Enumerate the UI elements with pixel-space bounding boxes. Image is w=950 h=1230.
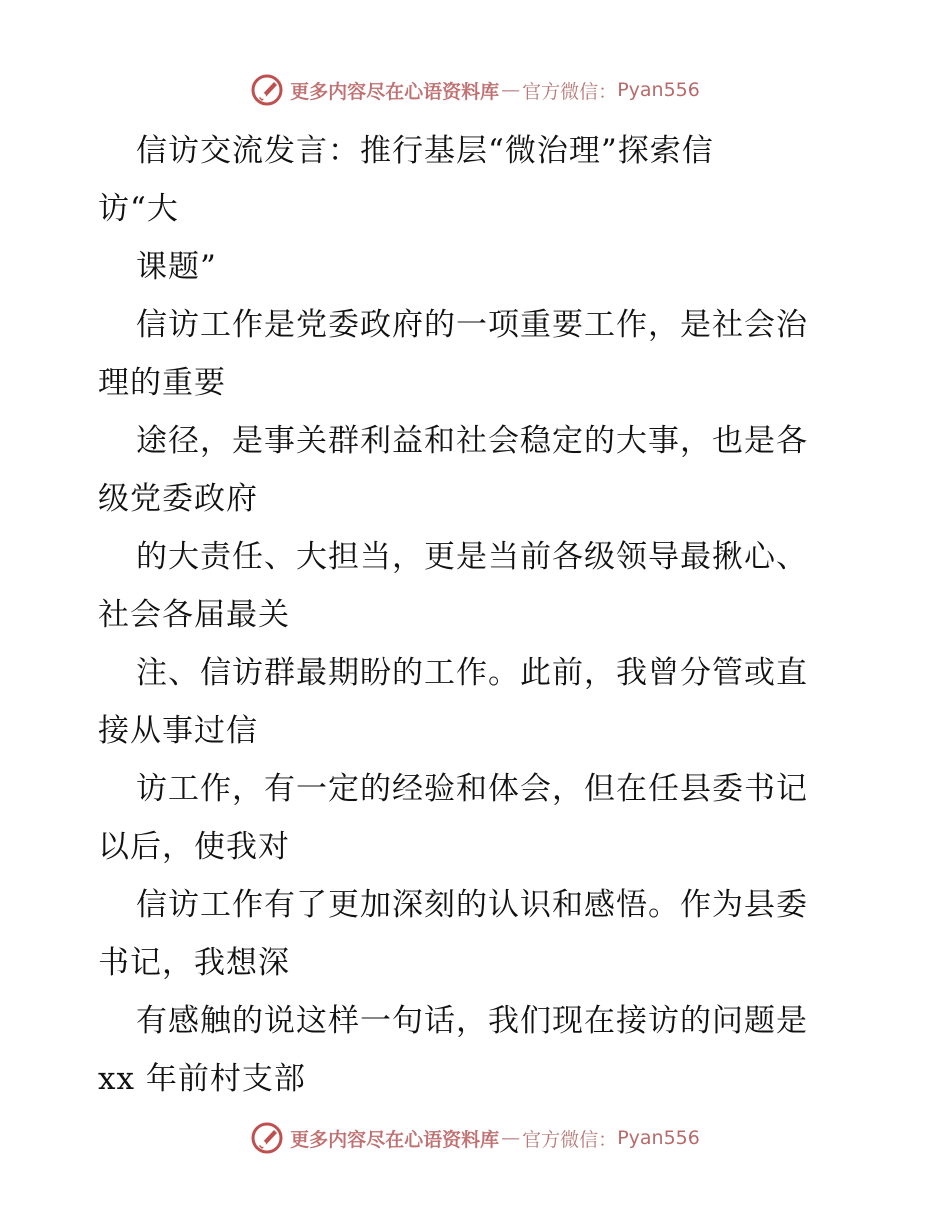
banner-wechat-label: 官方微信： [522, 80, 618, 103]
paragraph-line: xx 年前村支部 [98, 1061, 306, 1097]
paragraph-line: 社会各届最关 [98, 597, 290, 633]
banner-dash: — [501, 79, 521, 101]
paragraph-line: 注、信访群最期盼的工作。此前，我曾分管或直 [136, 655, 808, 691]
banner-wechat-id: Pyan556 [617, 79, 700, 101]
header-banner [0, 70, 950, 110]
paragraph-line: 级党委政府 [98, 481, 258, 517]
footer-banner [0, 1118, 950, 1158]
paragraph-line: 有感触的说这样一句话，我们现在接访的问题是 [136, 1003, 808, 1039]
paragraph-line: 理的重要 [98, 365, 226, 401]
paragraph-line: 以后，使我对 [98, 829, 290, 865]
banner-site-name: 更多内容尽在心语资料库 [290, 1128, 500, 1151]
banner-wechat-label: 官方微信： [522, 1128, 618, 1151]
banner-dash: — [501, 1127, 521, 1149]
paragraph-line: 途径，是事关群利益和社会稳定的大事，也是各 [136, 423, 808, 459]
banner-site-name: 更多内容尽在心语资料库 [290, 80, 500, 103]
paragraph-line: 信访工作有了更加深刻的认识和感悟。作为县委 [136, 887, 808, 923]
paragraph-line: 的大责任、大担当，更是当前各级领导最揪心、 [136, 539, 808, 575]
banner-wechat-id: Pyan556 [617, 1127, 700, 1149]
document-body [98, 122, 858, 1108]
document-title-line-1: 信访交流发言：推行基层“微治理”探索信 [136, 133, 714, 169]
paragraph-line: 访工作，有一定的经验和体会，但在任县委书记 [136, 771, 808, 807]
paragraph-line: 接从事过信 [98, 713, 258, 749]
paragraph-line: 书记，我想深 [98, 945, 290, 981]
pen-logo-icon [250, 73, 284, 107]
paragraph-line: 信访工作是党委政府的一项重要工作，是社会治 [136, 307, 808, 343]
document-title-line-3: 课题” [136, 249, 217, 285]
document-title-line-2: 访“大 [98, 191, 179, 227]
pen-logo-icon [250, 1121, 284, 1155]
